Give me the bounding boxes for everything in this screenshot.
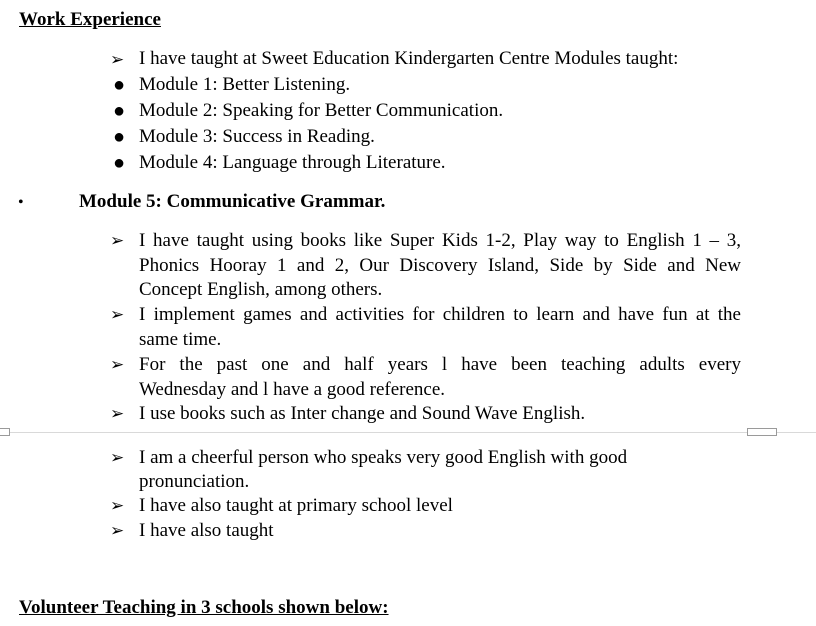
module-2-item: Module 2: Speaking for Better Communication. bbox=[139, 100, 504, 121]
also-taught-item: I have also taught bbox=[139, 520, 274, 541]
adults-line-1: For the past one and half years l have been teaching adults every bbox=[139, 354, 741, 375]
module-3-item: Module 3: Success in Reading. bbox=[139, 126, 375, 147]
bullet-icon: ● bbox=[113, 100, 126, 122]
bullet-icon: ● bbox=[113, 126, 126, 148]
left-margin-marker bbox=[0, 428, 10, 436]
books-line-2: Phonics Hooray 1 and 2, Our Discovery Island, Side by Side and New bbox=[139, 254, 741, 276]
bullet-icon: ● bbox=[113, 152, 126, 174]
right-margin-marker bbox=[747, 428, 777, 436]
primary-school-item: I have also taught at primary school level bbox=[139, 495, 453, 516]
books-interchange-item: I use books such as Inter change and Sound Wave English. bbox=[139, 403, 586, 424]
books-line-1: I have taught using books like Super Kids 1-2, Play way to English 1 – 3, bbox=[139, 230, 741, 251]
arrow-bullet-icon: ➢ bbox=[110, 448, 125, 467]
page-break-line bbox=[0, 432, 816, 433]
adults-line-2: Wednesday and l have a good reference. bbox=[139, 378, 446, 400]
arrow-bullet-icon: ➢ bbox=[110, 355, 125, 374]
cheerful-line-2: pronunciation. bbox=[139, 471, 250, 492]
arrow-bullet-icon: ➢ bbox=[110, 521, 125, 540]
volunteer-heading: Volunteer Teaching in 3 schools shown below: bbox=[19, 597, 389, 618]
module-1-item: Module 1: Better Listening. bbox=[139, 74, 351, 95]
books-item bbox=[139, 229, 741, 303]
arrow-bullet-icon: ➢ bbox=[110, 231, 125, 250]
books-line-3: Concept English, among others. bbox=[139, 279, 383, 301]
arrow-bullet-icon: ➢ bbox=[110, 496, 125, 515]
games-line-1: I implement games and activities for children to learn and have fun at the bbox=[139, 304, 741, 325]
games-line-2: same time. bbox=[139, 328, 222, 350]
arrow-bullet-icon: ➢ bbox=[110, 305, 125, 324]
module-4-item: Module 4: Language through Literature. bbox=[139, 152, 446, 173]
intro-line: I have taught at Sweet Education Kindergarten Centre Modules taught: bbox=[139, 48, 679, 69]
small-bullet-icon: • bbox=[18, 194, 24, 211]
games-item bbox=[139, 303, 741, 352]
arrow-bullet-icon: ➢ bbox=[110, 404, 125, 423]
module-5-item: Module 5: Communicative Grammar. bbox=[79, 191, 386, 212]
bullet-icon: ● bbox=[113, 74, 126, 96]
cheerful-line-1: I am a cheerful person who speaks very good English with good bbox=[139, 447, 628, 468]
work-experience-heading: Work Experience bbox=[19, 9, 161, 30]
adults-item bbox=[139, 353, 741, 402]
arrow-bullet-icon: ➢ bbox=[110, 50, 125, 69]
